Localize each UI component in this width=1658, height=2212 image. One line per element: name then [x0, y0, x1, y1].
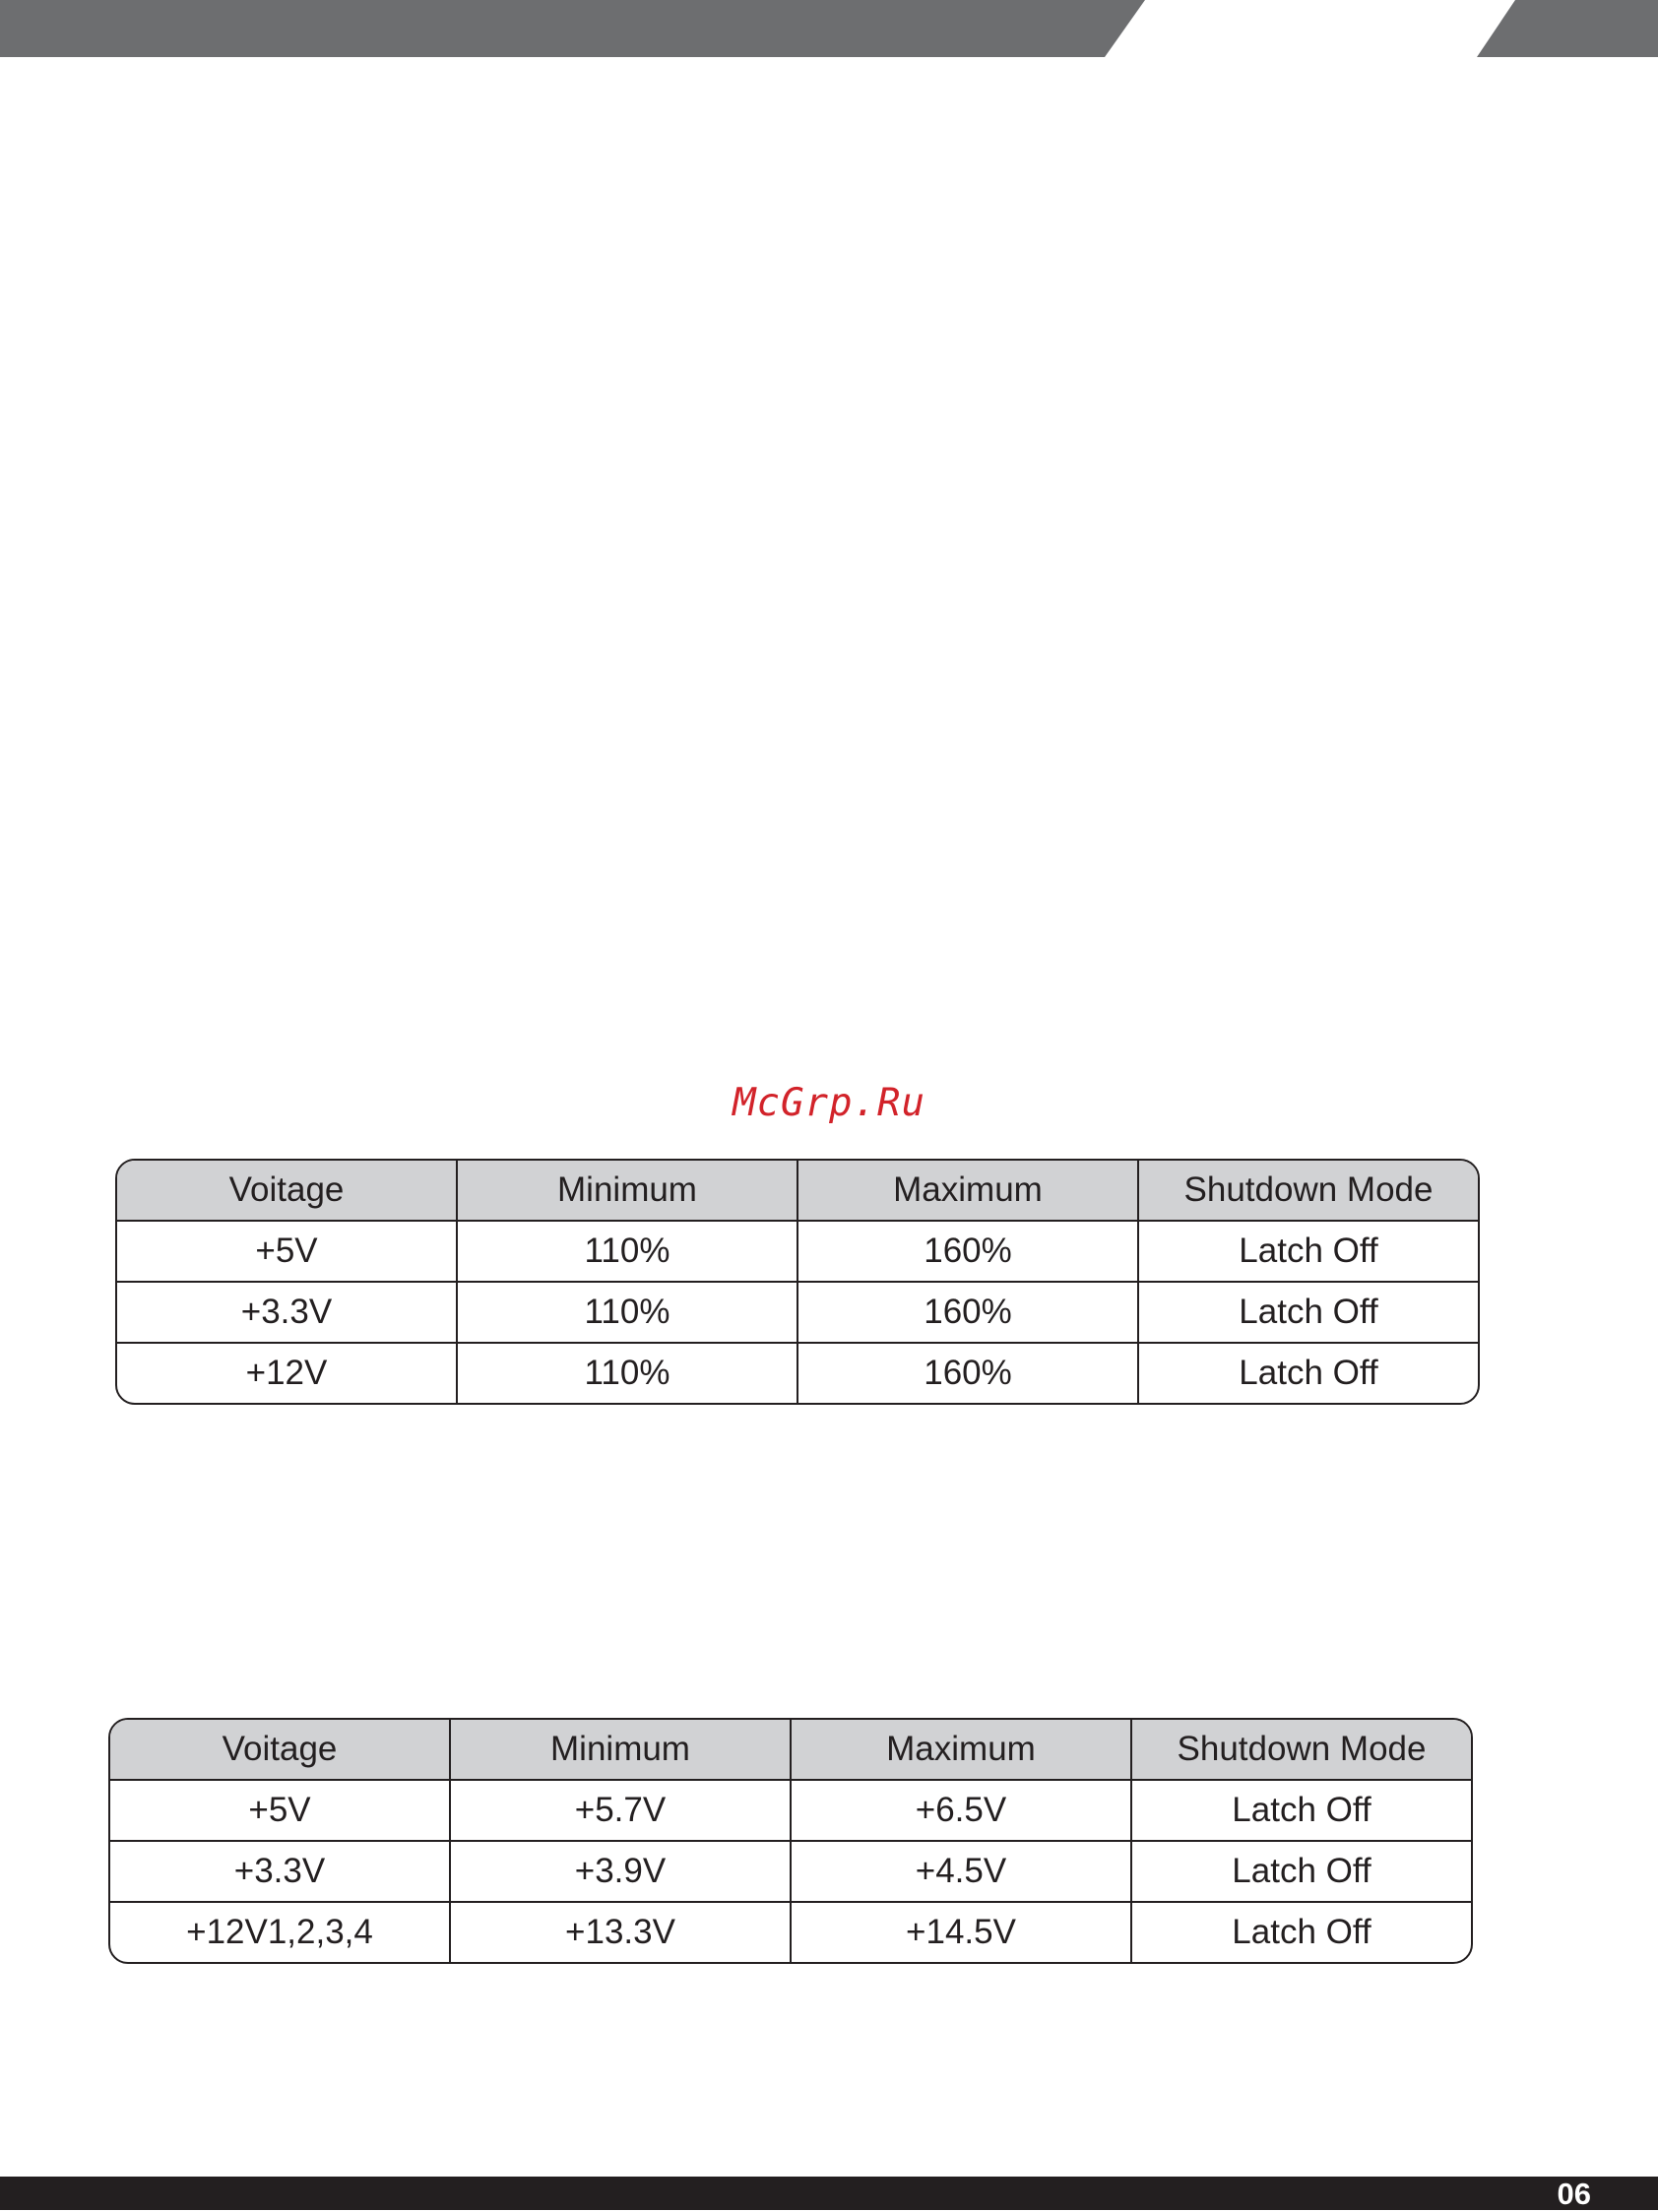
header-cell-voltage: Voitage — [228, 1170, 345, 1209]
table-cell: Latch Off — [1137, 1222, 1478, 1281]
header-cell-shutdown-mode: Shutdown Mode — [1130, 1720, 1471, 1779]
table-cell: +14.5V — [790, 1903, 1130, 1962]
table-header-row — [110, 1720, 1471, 1779]
header-cell-maximum: Maximum — [797, 1161, 1137, 1220]
table-row — [110, 1779, 1471, 1840]
table-cell: Latch Off — [1137, 1283, 1478, 1342]
table-row — [110, 1901, 1471, 1962]
table-row — [117, 1220, 1478, 1281]
table-cell: 110% — [456, 1222, 797, 1281]
overvoltage-protection-table — [108, 1718, 1473, 1964]
header-cell-minimum: Minimum — [449, 1720, 790, 1779]
header-decorative-band — [0, 0, 1658, 59]
table-cell: +12V1,2,3,4 — [186, 1913, 373, 1951]
header-band-right — [1477, 0, 1658, 57]
table-cell: +3.3V — [240, 1293, 333, 1331]
table-cell: Latch Off — [1137, 1344, 1478, 1403]
header-cell-maximum: Maximum — [790, 1720, 1130, 1779]
table-cell: +5.7V — [449, 1781, 790, 1840]
table-cell: Latch Off — [1130, 1903, 1471, 1962]
table-cell: 160% — [797, 1344, 1137, 1403]
header-cell-shutdown-mode: Shutdown Mode — [1137, 1161, 1478, 1220]
table-cell: 160% — [797, 1222, 1137, 1281]
footer-bar — [0, 2177, 1658, 2210]
table-cell: 110% — [456, 1344, 797, 1403]
table-cell: Latch Off — [1130, 1781, 1471, 1840]
table-cell: +5V — [248, 1791, 311, 1829]
table-cell: +13.3V — [449, 1903, 790, 1962]
table-row — [117, 1342, 1478, 1403]
table-cell: +5V — [255, 1232, 318, 1270]
overcurrent-protection-table — [115, 1159, 1480, 1405]
table-cell: 160% — [797, 1283, 1137, 1342]
header-band-left — [0, 0, 1145, 57]
table-cell: +3.9V — [449, 1842, 790, 1901]
table-cell: Latch Off — [1130, 1842, 1471, 1901]
header-cell-voltage: Voitage — [222, 1730, 338, 1768]
table-header-row — [117, 1161, 1478, 1220]
table-cell: 110% — [456, 1283, 797, 1342]
table-row — [110, 1840, 1471, 1901]
header-cell-minimum: Minimum — [456, 1161, 797, 1220]
table-cell: +3.3V — [233, 1852, 326, 1890]
table-cell: +12V — [245, 1354, 328, 1392]
table-row — [117, 1281, 1478, 1342]
table-cell: +4.5V — [790, 1842, 1130, 1901]
watermark: McGrp.Ru — [733, 1081, 925, 1125]
page-number: 06 — [1557, 2177, 1591, 2211]
table-cell: +6.5V — [790, 1781, 1130, 1840]
